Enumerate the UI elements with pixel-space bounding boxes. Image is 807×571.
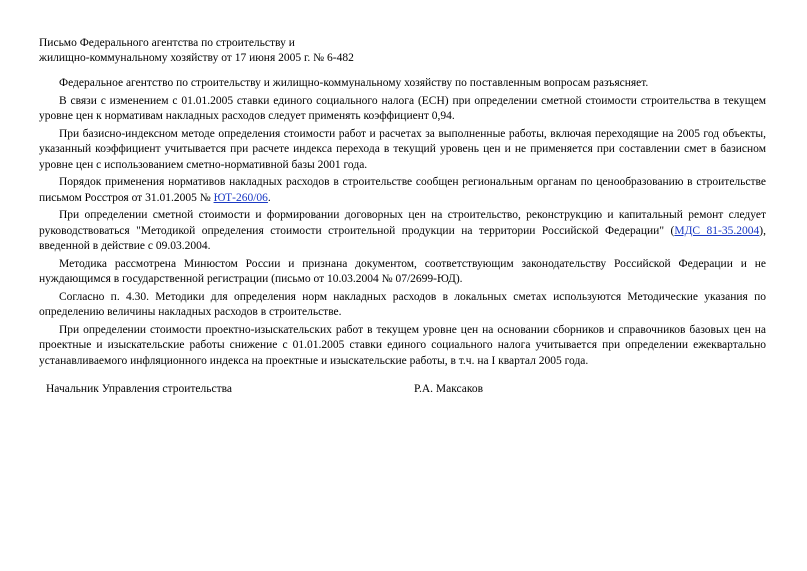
paragraph-7: Согласно п. 4.30. Методики для определения норм накладных расходов в локальных сметах используются Методические указания по определению величины накладных расходов в строительстве. bbox=[39, 290, 766, 318]
title-line-1: Письмо Федерального агентства по строительству и bbox=[39, 37, 295, 49]
link-mds-81-35-2004[interactable]: МДС 81-35.2004 bbox=[674, 224, 760, 237]
document-page bbox=[39, 36, 766, 398]
signature-name: Р.А. Максаков bbox=[414, 383, 484, 395]
document-title bbox=[39, 36, 766, 66]
paragraph-1: Федеральное агентство по строительству и жилищно-коммунальному хозяйству по поставленным вопросам разъясняет. bbox=[59, 77, 649, 89]
paragraph-4 bbox=[39, 175, 766, 206]
signature-block bbox=[39, 382, 766, 398]
signature-role: Начальник Управления строительства bbox=[46, 383, 232, 395]
paragraph-5-text: При определении сметной стоимости и формировании договорных цен на строительство, реконструкцию и капитальный ремонт следует руководствоваться "Методикой определения стоимости строительной продукции на территории Российской Федерации" ( bbox=[39, 209, 766, 237]
paragraph-6: Методика рассмотрена Минюстом России и признана документом, соответствующим законодательству Российской Федерации и не нуждающимся в государственной регистрации (письмо от 10.03.2004 № 07/2699-ЮД). bbox=[39, 257, 766, 285]
paragraph-5 bbox=[39, 208, 766, 255]
paragraph-4-text: Порядок применения нормативов накладных расходов в строительстве сообщен региональным органам по ценообразованию в строительстве письмом Росстроя от 31.01.2005 № bbox=[39, 176, 766, 204]
paragraph-2: В связи с изменением с 01.01.2005 ставки единого социального налога (ЕСН) при определении сметной стоимости строительства в текущем уровне цен к нормативам накладных расходов следует применять коэффициент 0,94. bbox=[39, 94, 766, 122]
title-line-2: жилищно-коммунальному хозяйству от 17 июня 2005 г. № 6-482 bbox=[39, 52, 354, 64]
paragraph-3: При базисно-индексном методе определения стоимости работ и расчетах за выполненные работы, включая переходящие на 2005 год объекты, указанный коэффициент учитывается при расчете индекса перехода в текущий уровень цен и не применяется при составлении смет в базисном уровне цен с использованием сметно-нормативной базы 2001 года. bbox=[39, 127, 766, 171]
paragraph-4-tail: . bbox=[267, 191, 271, 204]
paragraph-8: При определении стоимости проектно-изыскательских работ в текущем уровне цен на основании сборников и справочников базовых цен на проектные и изыскательские работы снижение с 01.01.2005 ставки единого социального налога учитывается при определении ежеквартально устанавливаемого инфляционного индекса на проектные и изыскательские работы, в т.ч. на I квартал 2005 года. bbox=[39, 323, 766, 367]
link-yut-260-06[interactable]: ЮТ-260/06 bbox=[213, 191, 268, 204]
paragraph-5-tail: ), введенной в действие с 09.03.2004. bbox=[39, 224, 766, 252]
